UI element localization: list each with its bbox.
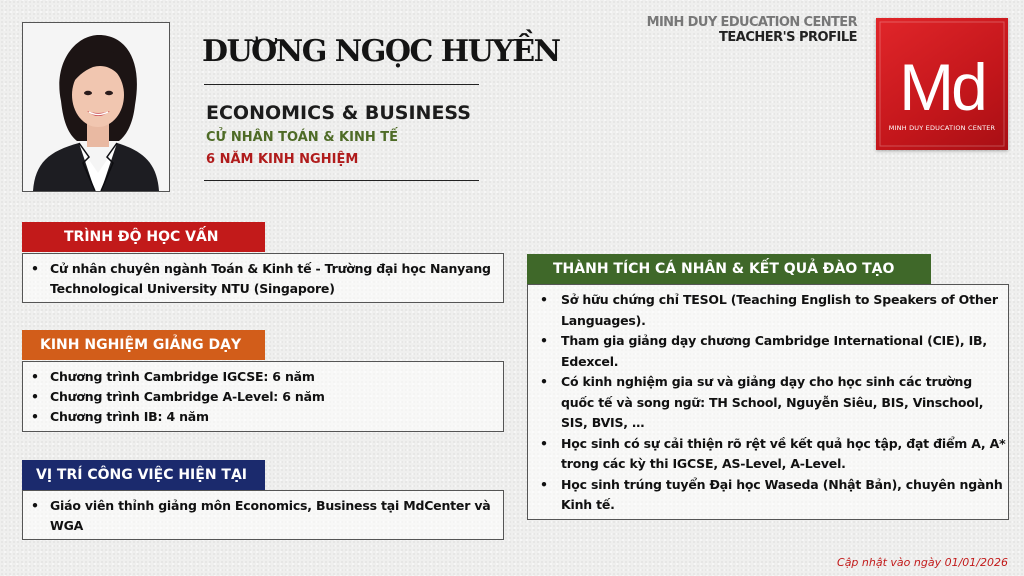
teacher-portrait-image xyxy=(23,23,169,191)
list-item: • Có kinh nghiệm gia sư và giảng dạy cho học sinh các trường quốc tế và song ngữ: TH School, Nguyễn Siêu, BIS, Vinschool, SIS, BVIS, … xyxy=(528,372,1008,434)
teaching-experience-header: KINH NGHIỆM GIẢNG DẠY xyxy=(22,330,265,360)
achievements-header: THÀNH TÍCH CÁ NHÂN & KẾT QUẢ ĐÀO TẠO xyxy=(527,254,931,284)
experience-years-text: 6 NĂM KINH NGHIỆM xyxy=(206,152,359,167)
teacher-name: DƯƠNG NGỌC HUYỀN xyxy=(202,34,560,69)
list-item: • Chương trình Cambridge A-Level: 6 năm xyxy=(23,387,503,407)
md-logo xyxy=(876,18,1008,150)
list-item: • Học sinh có sự cải thiện rõ rệt về kết quả học tập, đạt điểm A, A* trong các kỳ thi IGCSE, AS-Level, A-Level. xyxy=(528,434,1008,475)
current-position-header: VỊ TRÍ CÔNG VIỆC HIỆN TẠI xyxy=(22,460,265,490)
education-box xyxy=(22,253,504,303)
name-divider xyxy=(204,84,479,85)
list-item: • Cử nhân chuyên ngành Toán & Kinh tế - Trường đại học Nanyang Technological University NTU (Singapore) xyxy=(23,259,503,299)
achievements-box xyxy=(527,284,1009,520)
list-item: • Sở hữu chứng chỉ TESOL (Teaching English to Speakers of Other Languages). xyxy=(528,290,1008,331)
subject-title: ECONOMICS & BUSINESS xyxy=(206,102,471,124)
list-item: • Giáo viên thỉnh giảng môn Economics, Business tại MdCenter và WGA xyxy=(23,496,503,536)
list-item: • Chương trình Cambridge IGCSE: 6 năm xyxy=(23,367,503,387)
degree-text: CỬ NHÂN TOÁN & KINH TẾ xyxy=(206,130,398,145)
center-name: MINH DUY EDUCATION CENTER xyxy=(646,15,857,30)
list-item: • Học sinh trúng tuyển Đại học Waseda (Nhật Bản), chuyên ngành Kinh tế. xyxy=(528,475,1008,516)
profile-label: TEACHER'S PROFILE xyxy=(719,30,857,45)
teaching-experience-box xyxy=(22,361,504,432)
list-item: • Chương trình IB: 4 năm xyxy=(23,407,503,427)
updated-date: Cập nhật vào ngày 01/01/2026 xyxy=(837,556,1008,569)
list-item: • Tham gia giảng dạy chương Cambridge International (CIE), IB, Edexcel. xyxy=(528,331,1008,372)
logo-text: Md xyxy=(899,50,985,124)
teacher-photo xyxy=(22,22,170,192)
logo-caption: MINH DUY EDUCATION CENTER xyxy=(888,124,996,132)
education-header: TRÌNH ĐỘ HỌC VẤN xyxy=(22,222,265,252)
subtitle-divider xyxy=(204,180,479,181)
current-position-box xyxy=(22,490,504,540)
